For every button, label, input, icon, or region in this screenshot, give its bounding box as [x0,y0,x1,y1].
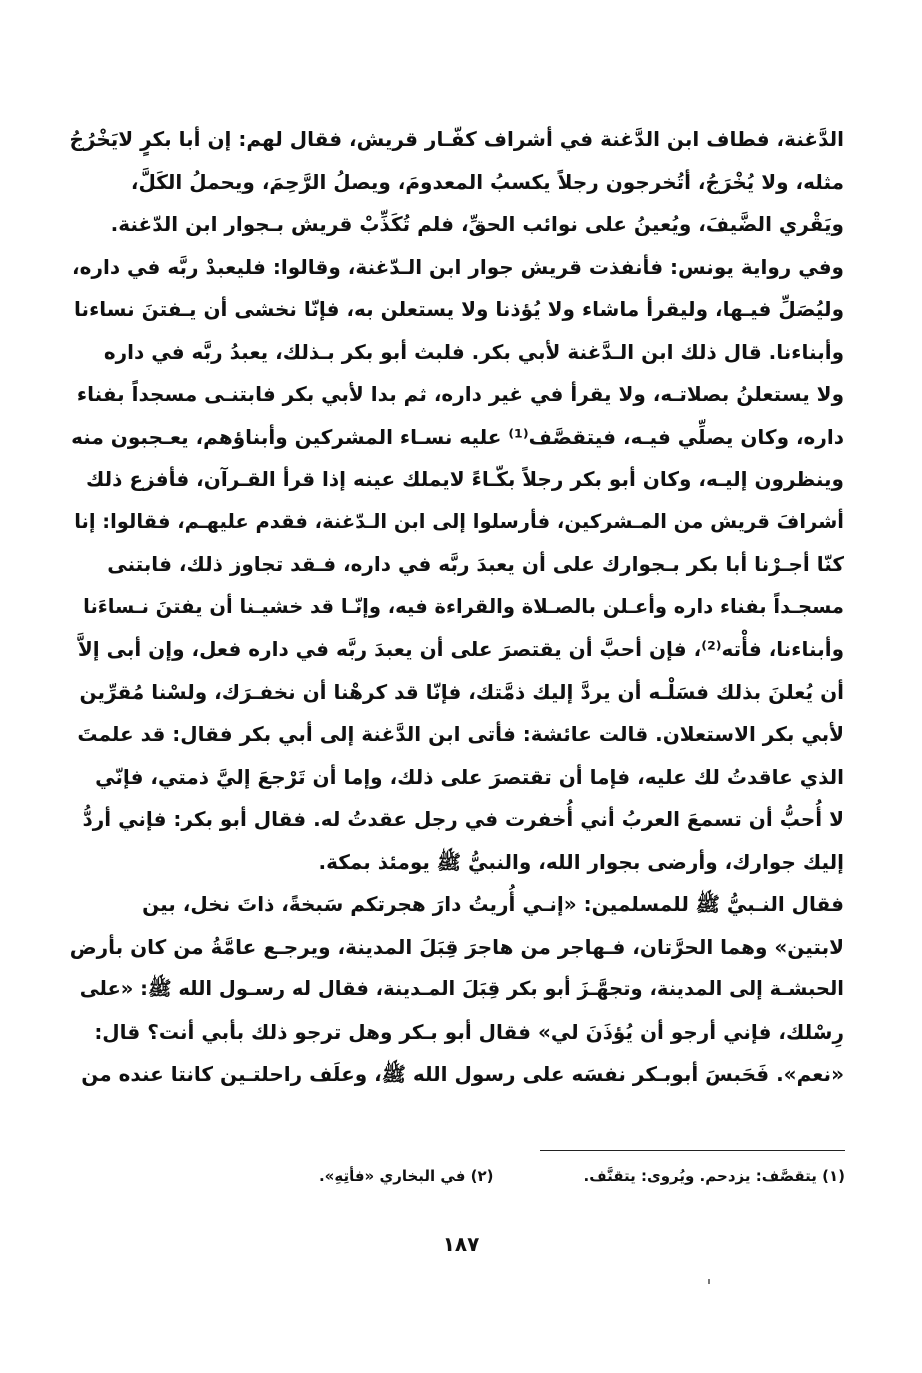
main-text-block [68,118,844,1096]
text-line: وينظرون إليـه، وكان أبو بكر رجلاً بكّـاءً لايملك عينه إذا قرأ القـرآن، فأفزع ذلك [86,467,844,491]
text-line: وليُصَلِّ فيـها، وليقرأ ماشاء ولا يُؤذنا ولا يستعلن به، فإنّا نخشى أن يـفتنَ نساءنا [74,297,844,321]
text-line: الذي عاقدتُ لك عليه، فإما أن تقتصرَ على ذلك، وإما أن تَرْجعَ إليَّ ذمتي، فإنّي [95,764,844,789]
text-line: وأبناءنا، فأْته⁽²⁾، فإن أحبَّ أن يقتصرَ على أن يعبدَ ربَّه في داره فعل، وإن أبى إلاَّ [77,637,844,661]
text-line: داره، وكان يصلِّي فيـه، فيتقصَّف⁽¹⁾ عليه نسـاء المشركين وأبناؤهم، يعـجبون منه [71,424,844,449]
text-line: مثله، ولا يُخْرَجُ، أتُخرجون رجلاً يكسبُ المعدومَ، ويصلُ الرَّحِمَ، ويحملُ الكَلَّ، [130,169,844,194]
text-line: أن يُعلنَ بذلك فسَلْـه أن يردَّ إليك ذمَّتك، فإنّا قد كرهْنا أن نخفـرَك، ولسْنا مُقرِّين [79,679,844,704]
footnote-divider [540,1150,845,1151]
text-line: ولا يستعلنُ بصلاتـه، ولا يقرأ في غير داره، ثم بدا لأبي بكر فابتنـى مسجداً بفناء [76,382,844,406]
text-line: وفي رواية يونس: فأنفذت قريش جوار ابن الـدّغنة، وقالوا: فليعبدْ ربَّه في داره، [72,254,844,279]
footnotes [200,1163,845,1189]
text-line: إليك جوارك، وأرضى بجوار الله، والنبيُّ ﷺ يومئذ بمكة. [318,849,844,874]
footnote-1: (١) يتقصَّف: يزدحم. ويُروى: يتقنَّف. [583,1167,845,1185]
text-line: وأبناءنا. قال ذلك ابن الـدَّغنة لأبي بكر. فلبث أبو بكر بـذلك، يعبدُ ربَّه في داره [103,339,844,364]
text-line: فقال النـبيُّ ﷺ للمسلمين: «إنـي أُريتُ دارَ هجرتكم سَبخةً، ذاتَ نخل، بين [142,892,844,916]
text-line: الحبشـة إلى المدينة، وتجهَّـزَ أبو بكر قِبَلَ المـدينة، فقال له رسـول الله ﷺ: «على [79,977,844,1000]
scan-speck [708,1279,710,1284]
text-line: ويَقْري الضَّيفَ، ويُعينُ على نوائب الحقِّ، فلم تُكَذِّبْ قريش بـجوار ابن الدّغنة. [110,212,844,236]
page-number: ١٨٧ [442,1232,480,1256]
text-line: كنّا أجـرْنا أبا بكر بـجوارك على أن يعبدَ ربَّه في داره، فـقد تجاوز ذلك، فابتنى [107,552,844,576]
text-line: لأبي بكر الاستعلان. قالت عائشة: فأتى ابن الدَّغنة إلى أبي بكر فقال: قد علمتَ [77,722,844,746]
footnote-2: (٢) في البخاري «فأتِهِ». [318,1167,494,1185]
text-line: الدَّغنة، فطاف ابن الدَّغنة في أشراف كفّـار قريش، فقال لهم: إن أبا بكرٍ لايَخْرُجُ [69,127,844,151]
text-line: «نعم». فَحَبسَ أبوبـكر نفسَه على رسول الله ﷺ، وعلَف راحلتـين كانتا عنده من [81,1062,844,1086]
text-line: لابتين» وهما الحرَّتان، فـهاجر من هاجرَ قِبَلَ المدينة، ويرجـع عامَّةُ من كان بأرض [69,934,844,959]
text-line: مسجـداً بفناء داره وأعـلن بالصـلاة والقراءة فيه، وإنّـا قد خشيـنا أن يفتنَ نـساءَنا [83,594,844,618]
text-line: أشرافَ قريش من المـشركين، فأرسلوا إلى ابن الـدّغنة، فقدم عليهـم، فقالوا: إنا [74,509,844,533]
text-line: لا أُحبُّ أن تسمعَ العربُ أني أُخفرت في رجل عقدتُ له. فقال أبو بكر: فإني أردُّ [82,807,844,831]
text-line: رِسْلك، فإني أرجو أن يُؤذَنَ لي» فقال أبو بـكر وهل ترجو ذلك بأبي أنت؟ قال: [94,1019,844,1044]
